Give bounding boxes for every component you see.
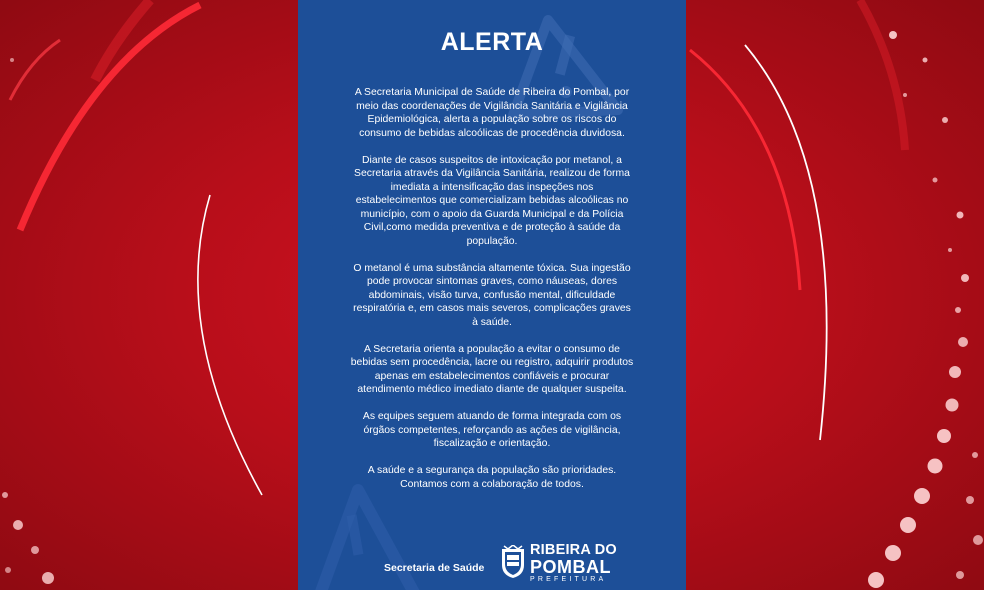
alert-body [350,86,634,505]
paragraph: A Secretaria Municipal de Saúde de Ribeira do Pombal, por meio das coordenações de Vigilância Sanitária e Vigilância Epidemiológica, alerta a população sobre os riscos do consumo de bebidas alcoólicas de procedência duvidosa. [354,87,630,139]
alert-title: ALERTA [440,28,544,56]
logo-line-3: PREFEITURA [530,575,607,583]
paragraph: Diante de casos suspeitos de intoxicação por metanol, a Secretaria através da Vigilância Sanitária, realizou de forma imediata a intensificação das inspeções nos estabelecimentos que comercializam bebidas alcoólicas no município, com o apoio da Guarda Municipal e da Polícia Civil,como medida preventiva e de proteção à saúde da população. [354,154,630,247]
municipal-seal-icon [500,545,526,579]
logo-line-2: POMBAL [530,556,611,577]
paragraph: As equipes seguem atuando de forma integrada com os órgãos competentes, reforçando as ações de vigilância, fiscalização e orientação. [362,411,622,449]
alert-panel [298,0,686,590]
department-label: Secretaria de Saúde [384,562,485,574]
footer [298,540,686,584]
municipality-logo [530,543,617,583]
paragraph: O metanol é uma substância altamente tóxica. Sua ingestão pode provocar sintomas graves, como náuseas, dores abdominais, visão turva, confusão mental, dificuldade respiratória e, em casos mais severos, complicações graves à saúde. [353,262,631,328]
paragraph: A Secretaria orienta a população a evitar o consumo de bebidas sem procedência, lacre ou registro, adquirir produtos apenas em estabelecimentos confiáveis e procurar atendimento médico imediato diante de qualquer suspeita. [350,343,634,395]
logo-line-1: RIBEIRA DO [530,542,617,558]
paragraph: A saúde e a segurança da população são prioridades. Contamos com a colaboração de todos. [367,465,617,490]
